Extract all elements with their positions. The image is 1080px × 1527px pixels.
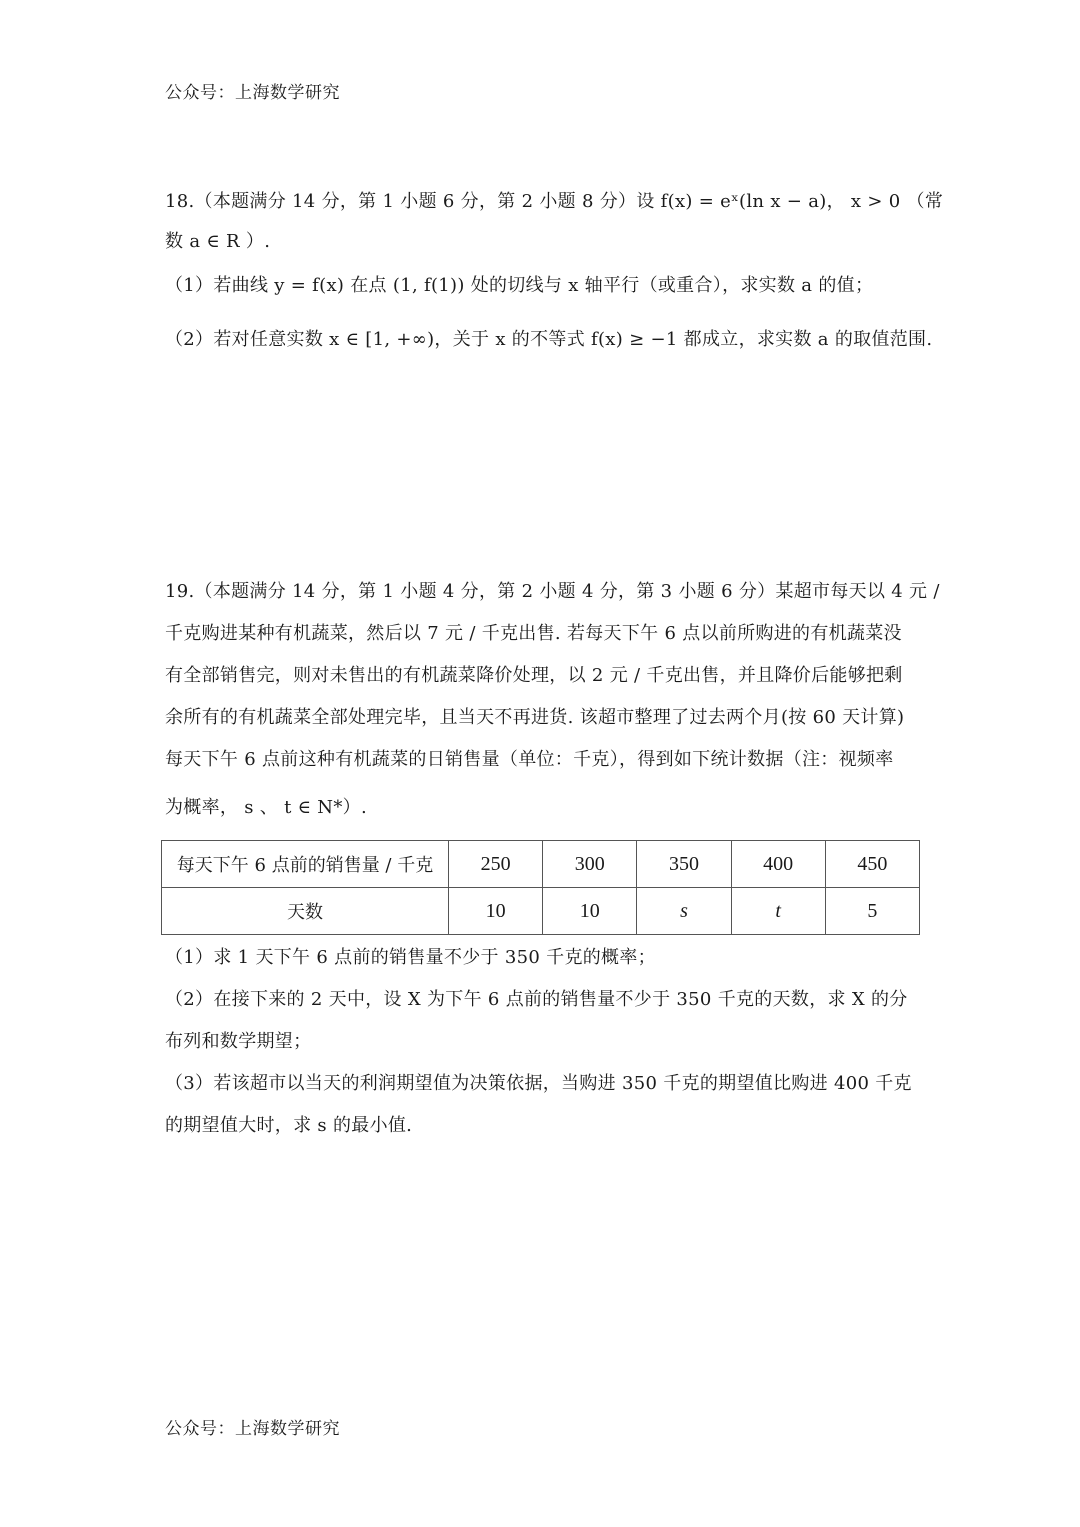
q19-line: 千克购进某种有机蔬菜，然后以 7 元 / 千克出售. 若每天下午 6 点以前所购进的有机蔬菜没 bbox=[165, 623, 902, 644]
q19-part2-line1: （2）在接下来的 2 天中，设 X 为下午 6 点前的销售量不少于 350 千克的天数，求 X 的分 bbox=[165, 989, 908, 1010]
q19-line: 19.（本题满分 14 分，第 1 小题 4 分，第 2 小题 4 分，第 3 小题 6 分）某超市每天以 4 元 / bbox=[165, 581, 940, 602]
table-row bbox=[162, 841, 920, 888]
q19-line: 余所有的有机蔬菜全部处理完毕，且当天不再进货. 该超市整理了过去两个月(按 60 天计算) bbox=[165, 707, 905, 728]
q18-line1: 18.（本题满分 14 分，第 1 小题 6 分，第 2 小题 8 分）设 f(x) = eˣ(ln x − a)， x > 0 （常 bbox=[165, 191, 944, 212]
question-18 bbox=[165, 186, 944, 360]
footer-text: 公众号：上海数学研究 bbox=[165, 1419, 340, 1439]
q19-line: 有全部销售完，则对未售出的有机蔬菜降价处理，以 2 元 / 千克出售，并且降价后能够把剩 bbox=[165, 665, 903, 686]
q19-part1: （1）求 1 天下午 6 点前的销售量不少于 350 千克的概率； bbox=[165, 947, 656, 968]
table-cell: 5 bbox=[825, 888, 919, 935]
table-row bbox=[162, 888, 920, 935]
q18-line2: 数 a ∈ R ）. bbox=[165, 231, 271, 252]
table-header-cell: 天数 bbox=[162, 888, 449, 935]
q19-line: 每天下午 6 点前这种有机蔬菜的日销售量（单位：千克），得到如下统计数据（注：视频率 bbox=[165, 749, 894, 770]
table-cell: 450 bbox=[825, 841, 919, 888]
table-cell: t bbox=[731, 888, 825, 935]
table-header-cell: 每天下午 6 点前的销售量 / 千克 bbox=[162, 841, 449, 888]
q18-part2: （2）若对任意实数 x ∈ [1, +∞)，关于 x 的不等式 f(x) ≥ −1 都成立，求实数 a 的取值范围. bbox=[165, 329, 933, 350]
table-cell: 250 bbox=[449, 841, 543, 888]
table-cell: 10 bbox=[543, 888, 637, 935]
q19-part2-line2: 布列和数学期望； bbox=[165, 1031, 312, 1052]
sales-table bbox=[161, 840, 920, 935]
q19-part3-line1: （3）若该超市以当天的利润期望值为决策依据，当购进 350 千克的期望值比购进 400 千克 bbox=[165, 1073, 912, 1094]
question-19 bbox=[165, 578, 940, 834]
q19-line: 为概率， s 、 t ∈ N*）. bbox=[165, 797, 367, 818]
table-cell: 400 bbox=[731, 841, 825, 888]
question-19-parts bbox=[165, 944, 917, 1154]
q18-part1: （1）若曲线 y = f(x) 在点 (1, f(1)) 处的切线与 x 轴平行（或重合），求实数 a 的值； bbox=[165, 275, 874, 296]
table-cell: 300 bbox=[543, 841, 637, 888]
table-cell: 10 bbox=[449, 888, 543, 935]
header-text: 公众号：上海数学研究 bbox=[165, 83, 340, 103]
table-cell: s bbox=[637, 888, 731, 935]
q19-part3-line2: 的期望值大时，求 s 的最小值. bbox=[165, 1115, 413, 1136]
table-cell: 350 bbox=[637, 841, 731, 888]
